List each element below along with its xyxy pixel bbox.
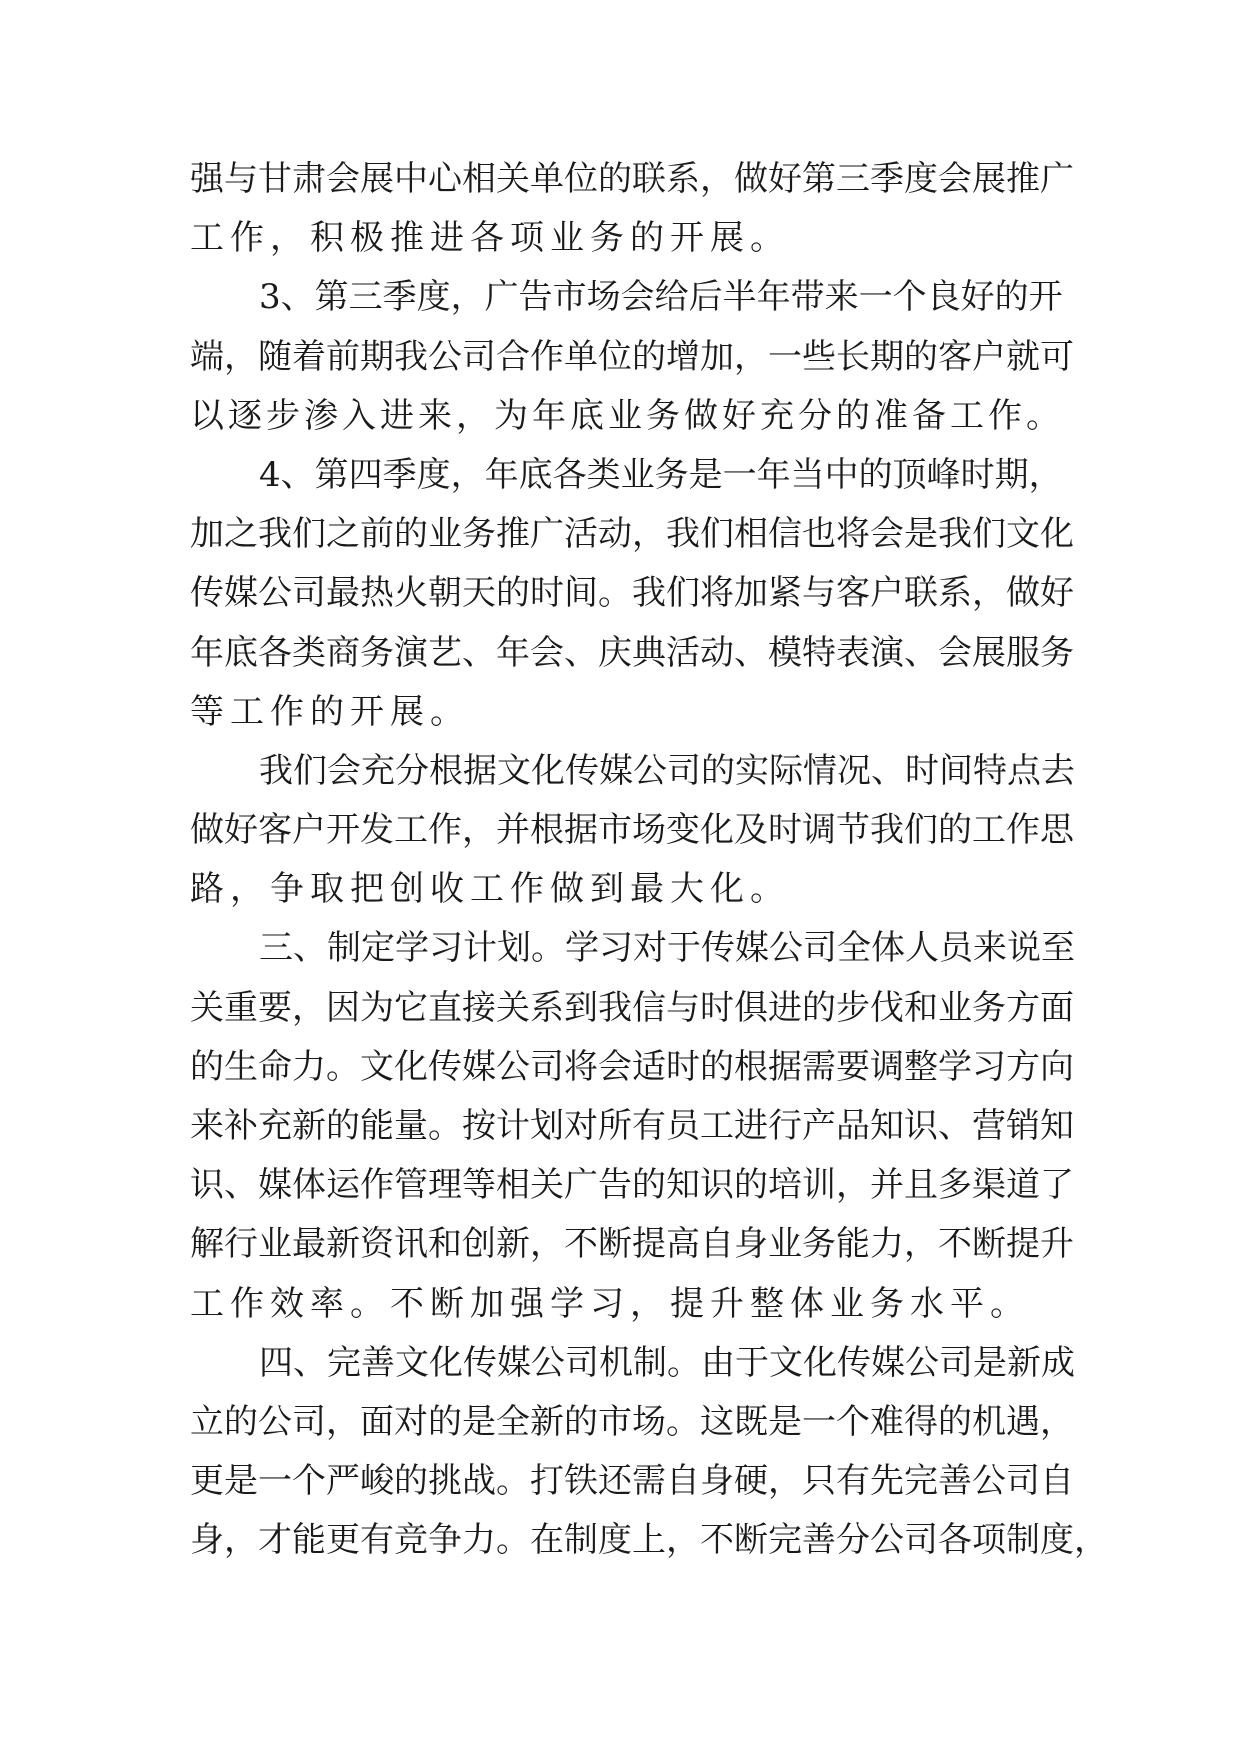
text-line: 传媒公司最热火朝天的时间。我们将加紧与客户联系，做好 — [190, 573, 1074, 614]
text-line: 3、第三季度，广告市场会给后半年带来一个良好的开 — [259, 277, 1063, 318]
text-line: 关重要，因为它直接关系到我信与时俱进的步伐和业务方面 — [190, 987, 1074, 1028]
text-line: 工作效率。不断加强学习，提升整体业务水平。 — [190, 1283, 1030, 1324]
text-line: 加之我们之前的业务推广活动，我们相信也将会是我们文化 — [190, 514, 1074, 555]
text-line: 端，随着前期我公司合作单位的增加，一些长期的客户就可 — [190, 336, 1074, 377]
text-line: 解行业最新资讯和创新，不断提高自身业务能力，不断提升 — [190, 1224, 1074, 1265]
text-line: 做好客户开发工作，并根据市场变化及时调节我们的工作思 — [190, 810, 1074, 851]
text-line: 工作，积极推进各项业务的开展。 — [190, 218, 790, 259]
text-line: 更是一个严峻的挑战。打铁还需自身硬，只有先完善公司自 — [190, 1461, 1074, 1502]
text-line: 的生命力。文化传媒公司将会适时的根据需要调整学习方向 — [190, 1046, 1074, 1087]
text-line: 四、完善文化传媒公司机制。由于文化传媒公司是新成 — [259, 1342, 1075, 1383]
text-line: 路，争取把创收工作做到最大化。 — [190, 869, 790, 910]
text-line: 三、制定学习计划。学习对于传媒公司全体人员来说至 — [259, 928, 1075, 969]
text-line: 识、媒体运作管理等相关广告的知识的培训，并且多渠道了 — [190, 1165, 1074, 1206]
text-line: 身，才能更有竞争力。在制度上，不断完善分公司各项制度， — [190, 1520, 1108, 1561]
text-line: 强与甘肃会展中心相关单位的联系，做好第三季度会展推广 — [190, 159, 1074, 199]
text-line: 我们会充分根据文化传媒公司的实际情况、时间特点去 — [259, 750, 1075, 791]
text-line: 等工作的开展。 — [190, 691, 470, 732]
body-text — [190, 150, 1108, 1571]
text-line: 年底各类商务演艺、年会、庆典活动、模特表演、会展服务 — [190, 632, 1074, 673]
text-line: 以逐步渗入进来，为年底业务做好充分的准备工作。 — [190, 395, 1064, 436]
text-line: 立的公司，面对的是全新的市场。这既是一个难得的机遇， — [190, 1401, 1074, 1442]
text-line: 4、第四季度，年底各类业务是一年当中的顶峰时期， — [259, 454, 1063, 495]
text-line: 来补充新的能量。按计划对所有员工进行产品知识、营销知 — [190, 1106, 1074, 1146]
